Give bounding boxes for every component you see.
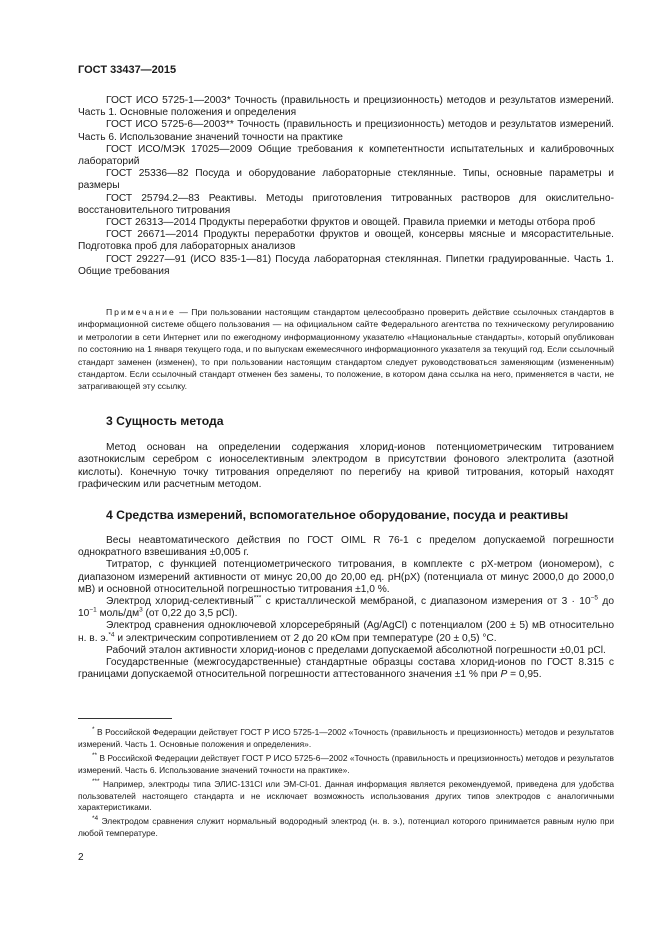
reference-item: ГОСТ 29227—91 (ИСО 835-1—81) Посуда лабораторная стеклянная. Пипетки градуированные. Часть 1. Общие требования	[78, 253, 614, 277]
references-note	[78, 306, 614, 393]
footnote: ** В Российской Федерации действует ГОСТ Р ИСО 5725-6—2002 «Точность (правильность и прецизионность) методов и результатов измерений. Часть 6. Использование значений точности на практике».	[78, 752, 614, 775]
section-4-body	[78, 535, 614, 681]
footnote: $^{*4}$ Электродом сравнения служит нормальный водородный электрод (н. в. э.), потенциал которого принимается равным нулю при любой температуре.	[78, 815, 614, 839]
scales-paragraph: Весы неавтоматического действия по ГОСТ OIML R 76-1 с пределом допускаемой погрешности однократного взвешивания ±0,005 г.	[78, 535, 614, 559]
reference-item: ГОСТ 26671—2014 Продукты переработки фруктов и овощей, консервы мясные и мясорастительные. Подготовка проб для лабораторных анализов	[78, 229, 614, 253]
reference-item: ГОСТ ИСО 5725-1—2003* Точность (правильность и прецизионность) методов и результатов измерений. Часть 1. Основные положения и определения	[78, 95, 614, 119]
section-3-paragraph: Метод основан на определении содержания хлорид-ионов потенциометрическим титрованием азотнокислым серебром с ионоселективным электродом в присутствии фонового электролита (азотной кислоты). Конечную точку титрования определяют по перегибу на кривой титрования, который находят графическим или расчетным методом.	[78, 442, 614, 490]
note-text: — При пользовании настоящим стандартом целесообразно проверить действие ссылочных стандартов в информационной системе общего пользования — на официальном сайте Федерального агентства по техническому регулированию и метрологии в сети Интернет или по ежегодному информационному указателю «Национальные стандарты», который опубликован по состоянию на 1 января текущего года, и по выпускам ежемесячного информационного указателя за текущий год. Если ссылочный стандарт заменен (изменен), то при пользовании настоящим стандартом следует руководствоваться заменяющим (измененным) стандартом. Если ссылочный стандарт отменен без замены, то положение, в котором дана ссылка на него, применяется в части, не затрагивающей эту ссылку.	[78, 307, 614, 392]
reference-electrode-paragraph: Электрод сравнения одноключевой хлорсеребряный (Ag/AgCl) с потенциалом (200 ± 5) мВ относительно н. в. э.$^{*4}$ и электрическим сопротивлением от 2 до 20 кОм при температуре (20 ± 0,5) °С.	[78, 620, 614, 644]
page-number: 2	[78, 852, 84, 863]
normative-references	[78, 95, 614, 278]
section-3-heading: 3 Сущность метода	[106, 414, 224, 428]
reference-item: ГОСТ 25794.2—83 Реактивы. Методы приготовления титрованных растворов для окислительно-восстановительного титрования	[78, 192, 614, 216]
footnote-ref: ***	[253, 594, 262, 602]
footnotes	[78, 727, 614, 842]
document-header: ГОСТ 33437—2015	[78, 64, 177, 76]
section-4-heading: 4 Средства измерений, вспомогательное оборудование, посуда и реактивы	[106, 508, 569, 522]
working-standard-paragraph: Рабочий эталон активности хлорид-ионов с пределами допускаемой абсолютной погрешности ±0,01 рCl.	[106, 644, 606, 656]
reference-item: ГОСТ ИСО/МЭК 17025—2009 Общие требования к компетентности испытательных и калибровочных лабораторий	[78, 143, 614, 168]
footnote-divider	[78, 718, 172, 719]
titrator-paragraph: Титратор, с функцией потенциометрического титрования, в комплекте с рХ-метром (иономером), с диапазоном измерений активности от минус 20,00 до 20,00 ед. рН(рХ) (потенциала от минус 2000,0 до 2000,0 мВ) и основной относительной погрешностью титрования ±1,0 %.	[78, 559, 614, 595]
reference-item: ГОСТ 25336—82 Посуда и оборудование лабораторные стеклянные. Типы, основные параметры и размеры	[78, 168, 614, 192]
footnote: * В Российской Федерации действует ГОСТ Р ИСО 5725-1—2002 «Точность (правильность и прецизионность) методов и результатов измерений. Часть 1. Основные положения и определения».	[78, 726, 614, 749]
note-lead: Примечание	[106, 307, 176, 317]
chloride-electrode-paragraph: Электрод хлорид-селективный*** с кристаллической мембраной, с диапазоном измерения от $3 \cdot 10^{-5}$ до $10^{-1}$ моль/$дм^3$ (от 0,22 до 3,5 рCl).	[78, 594, 614, 620]
section-3-body	[78, 442, 614, 491]
footnote: *** Например, электроды типа ЭЛИС-131Cl или ЭМ-Cl-01. Данная информация является рекомендуемой, приведена для удобства пользователей настоящего стандарта и не исключает возможность использования других типов электродов с аналогичными характеристиками.	[78, 777, 614, 813]
footnote-ref: *4	[108, 631, 115, 639]
reference-materials-paragraph: Государственные (межгосударственные) стандартные образцы состава хлорид-ионов по ГОСТ 8.315 с границами допускаемой относительной погрешности аттестованного значения ±1 % при Р = 0,95.	[78, 657, 614, 681]
reference-item: ГОСТ 26313—2014 Продукты переработки фруктов и овощей. Правила приемки и методы отбора проб	[106, 217, 596, 229]
reference-item: ГОСТ ИСО 5725-6—2003** Точность (правильность и прецизионность) методов и результатов измерений. Часть 6. Использование значений точности на практике	[78, 119, 614, 143]
